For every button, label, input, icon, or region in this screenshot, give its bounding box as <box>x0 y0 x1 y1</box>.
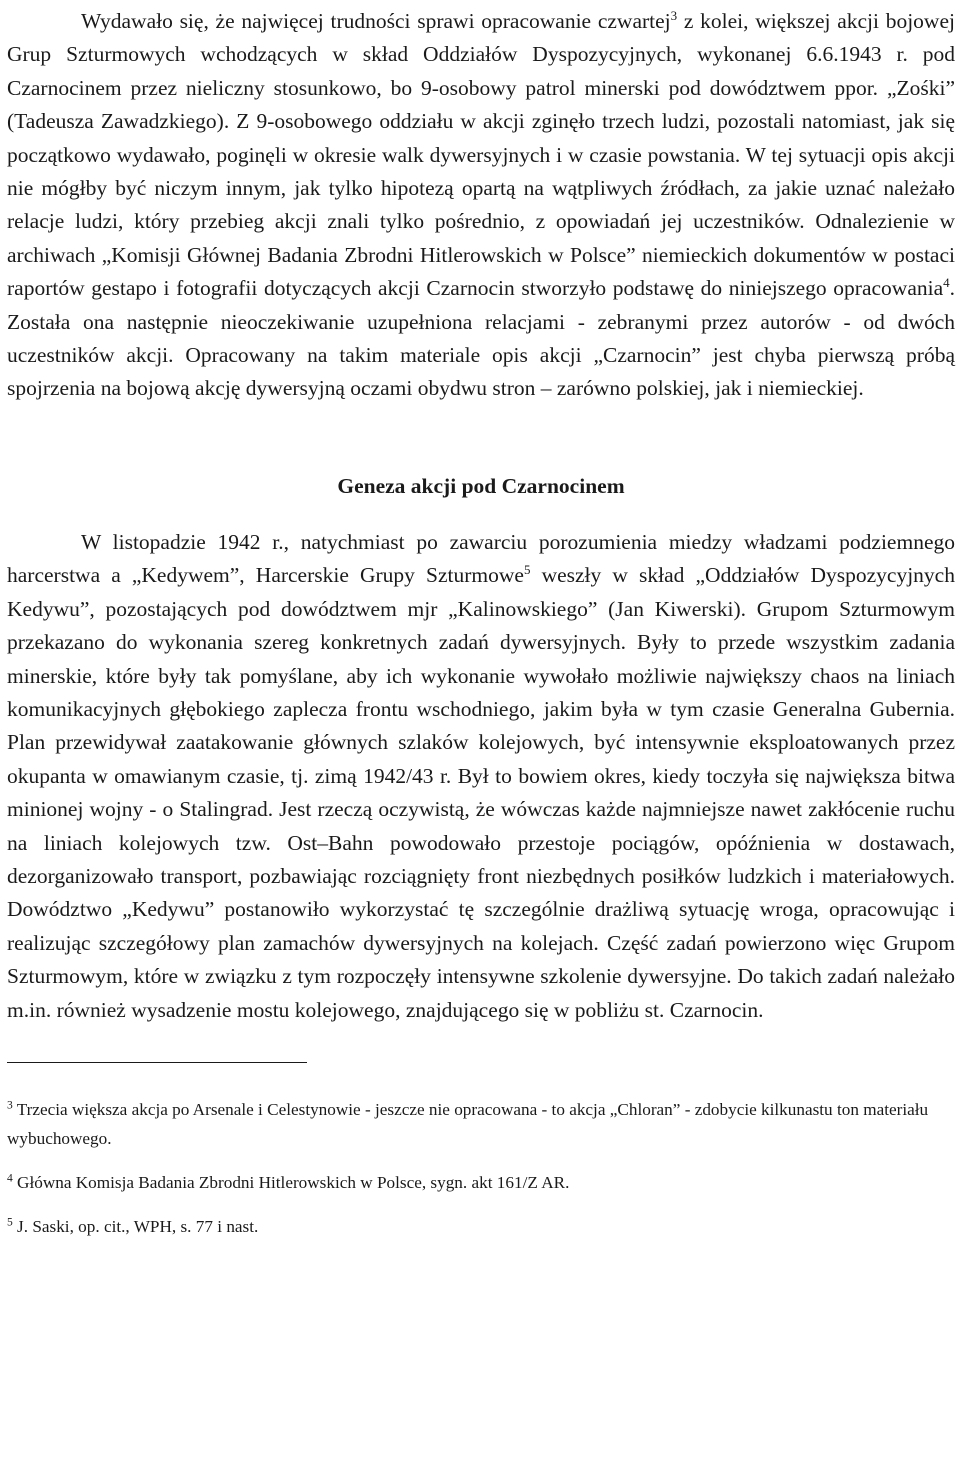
footnote-3 <box>7 1095 955 1153</box>
footnote-number: 4 <box>7 1172 13 1185</box>
footnotes-section <box>7 1095 955 1241</box>
section-heading: Geneza akcji pod Czarnocinem <box>337 473 625 498</box>
paragraph-text: weszły w skład „Oddziałów Dyspozycyjnych Kedywu”, pozostających pod dowództwem mjr „Kalinowskiego” (Jan Kiwerski). Grupom Szturmowym przekazano do wykonania szereg konkretnych zadań dywersyjnych. Były to przede wszystkim zadania minerskie, które były tak pomyślane, aby ich wykonanie wywołało możliwie największy chaos na liniach komunikacyjnych głębokiego zaplecza frontu wschodniego, jakim była w tym czasie Generalna Gubernia. Plan przewidywał zaatakowanie głównych szlaków kolejowych, być intensywnie eksploatowanych przez okupanta w omawianym czasie, tj. zimą 1942/43 r. Był to bowiem okres, kiedy toczyła się największa bitwa minionej wojny - o Stalingrad. Jest rzeczą oczywistą, że wówczas każde najmniejsze nawet zakłócenie ruchu na liniach kolejowych tzw. Ost–Bahn powodowało przestoje pociągów, opóźnienia w dostawach, dezorganizowało transport, pozbawiając rozciągnięty front niezbędnych posiłków ludzkich i materiałowych. Dowództwo „Kedywu” postanowiło wykorzystać tę szczególnie drażliwą sytuację wroga, opracowując i realizując szczegółowy plan zamachów dywersyjnych na kolejach. Część zadań powierzono więc Grupom Szturmowym, które w związku z tym rozpoczęły intensywne szkolenie dywersyjne. Do takich zadań należało m.in. również wysadzenie mostu kolejowego, znajdującego się w pobliżu st. Czarnocin. <box>7 563 955 1022</box>
footnote-text: Trzecia większa akcja po Arsenale i Celestynowie - jeszcze nie opracowana - to akcja „Chloran” - zdobycie kilkunastu ton materiału wybuchowego. <box>7 1099 929 1148</box>
footnote-text: J. Saski, op. cit., WPH, s. 77 i nast. <box>12 1216 259 1236</box>
footnote-reference-4[interactable]: 4 <box>943 275 950 291</box>
document-page <box>7 0 955 1256</box>
footnote-5 <box>7 1212 955 1241</box>
footnote-number: 3 <box>7 1099 13 1112</box>
paragraph-text: W listopadzie 1942 r., natychmiast po zawarciu porozumienia miedzy władzami podziemnego harcerstwa a „Kedywem”, Harcerskie Grupy Szturmowe <box>7 529 955 588</box>
footnote-reference-3[interactable]: 3 <box>670 7 678 23</box>
paragraph-text: z kolei, większej akcji bojowej Grup Szturmowych wchodzących w skład Oddziałów Dyspozycyjnych, wykonanej 6.6.1943 r. pod Czarnocinem przez nieliczny stosunkowo, bo 9-osobowy patrol minerski pod dowództwem ppor. „Zośki” (Tadeusza Zawadzkiego). Z 9-osobowego oddziału w akcji zginęło trzech ludzi, pozostali natomiast, jak się początkowo wydawało, poginęli w okresie walk dywersyjnych i w czasie powstania. W tej sytuacji opis akcji nie mógłby być niczym innym, jak tylko hipotezą opartą na wątpliwych źródłach, za jakie uznać należało relacje ludzi, który przebieg akcji znali tylko pośrednio, z opowiadań jej uczestników. Odnalezienie w archiwach „Komisji Głównej Badania Zbrodni Hitlerowskich w Polsce” niemieckich dokumentów w postaci raportów gestapo i fotografii dotyczących akcji Czarnocin stworzyło podstawę do niniejszego opracowania <box>7 9 955 301</box>
paragraph-text: Wydawało się, że najwięcej trudności sprawi opracowanie czwartej <box>81 9 671 33</box>
footnote-number: 5 <box>7 1216 13 1229</box>
paragraph-text: . Została ona następnie nieoczekiwanie uzupełniona relacjami - zebranymi przez autorów - od dwóch uczestników akcji. Opracowany na takim materiale opis akcji „Czarnocin” jest chyba pierwszą próbą spojrzenia na bojową akcję dywersyjną oczami obydwu stron – zarówno polskiej, jak i niemieckiej. <box>7 276 955 401</box>
body-paragraph-intro <box>7 5 955 406</box>
footnote-text: Główna Komisja Badania Zbrodni Hitlerowskich w Polsce, sygn. akt 161/Z AR. <box>12 1172 570 1192</box>
body-paragraph-genesis <box>7 526 955 1027</box>
footnote-reference-5[interactable]: 5 <box>523 562 531 578</box>
footnote-4 <box>7 1168 955 1197</box>
footnote-separator <box>7 1062 307 1063</box>
